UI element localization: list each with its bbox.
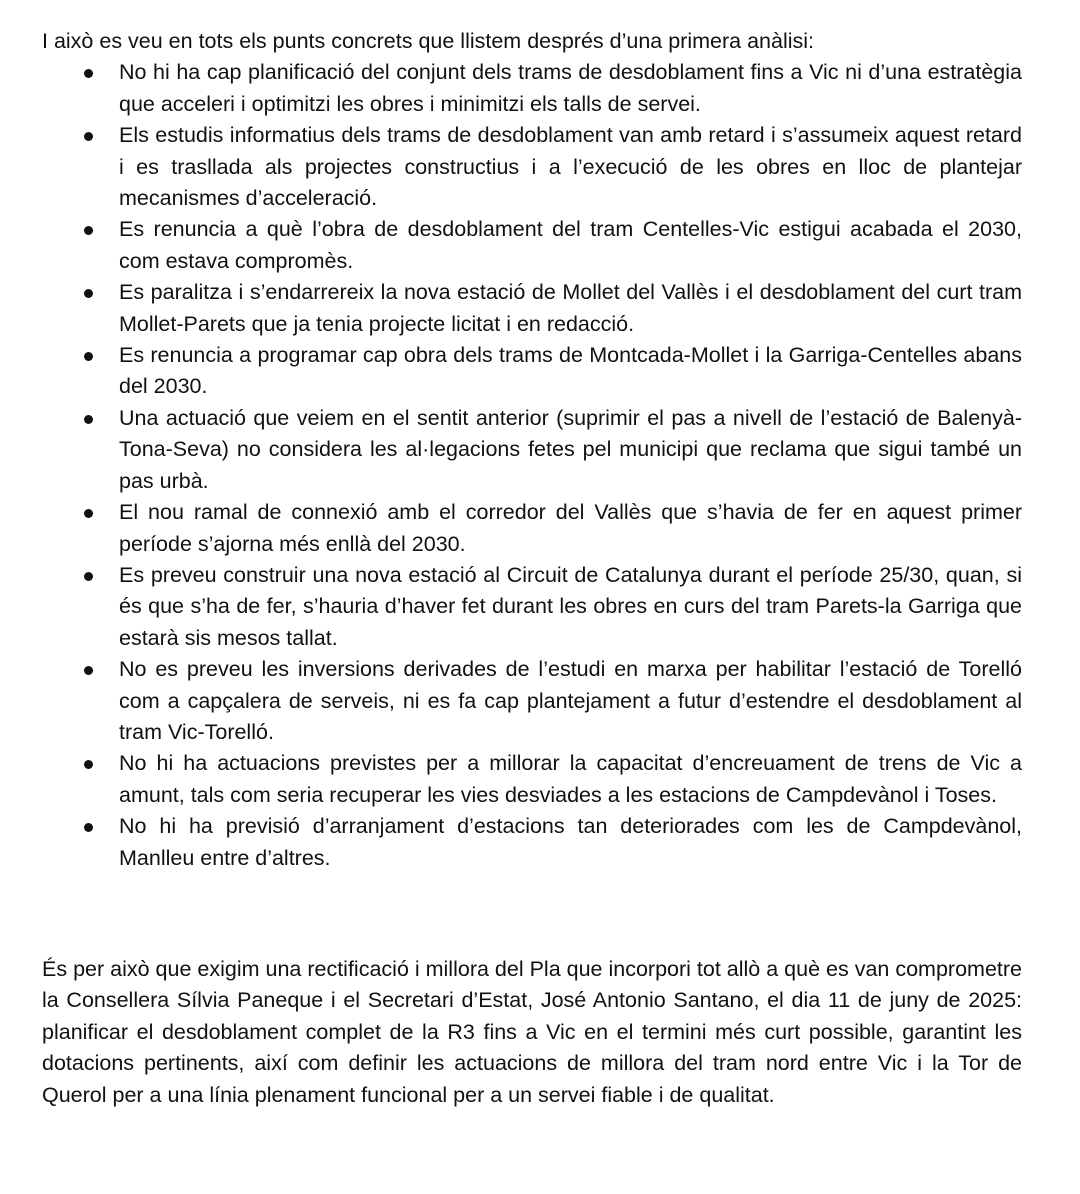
- list-item: [119, 120, 1022, 214]
- bullet-icon: [84, 289, 93, 298]
- list-item-text: El nou ramal de connexió amb el corredor del Vallès que s’havia de fer en aquest primer període s’ajorna més enllà del 2030.: [119, 500, 1022, 556]
- list-item-text: Els estudis informatius dels trams de desdoblament van amb retard i s’assumeix aquest retard i es trasllada als projectes constructius i a l’execució de les obres en lloc de plantejar mecanismes d’acceleració.: [119, 123, 1022, 211]
- issues-list: [42, 57, 1022, 874]
- bullet-icon: [84, 509, 93, 518]
- list-item: [119, 57, 1022, 120]
- bullet-icon: [84, 666, 93, 675]
- bullet-icon: [84, 352, 93, 361]
- list-item: [119, 654, 1022, 748]
- list-item: [119, 214, 1022, 277]
- list-item-text: Es paralitza i s’endarrereix la nova estació de Mollet del Vallès i el desdoblament del curt tram Mollet-Parets que ja tenia projecte licitat i en redacció.: [119, 280, 1022, 336]
- bullet-icon: [84, 226, 93, 235]
- list-item: [119, 403, 1022, 497]
- closing-paragraph: És per això que exigim una rectificació i millora del Pla que incorpori tot allò a què es van comprometre la Consellera Sílvia Paneque i el Secretari d’Estat, José Antonio Santano, el dia 11 de juny de 2025: planificar el desdoblament complet de la R3 fins a Vic en el termini més curt possible, garantint les dotacions pertinents, així com definir les actuacions de millora del tram nord entre Vic i la Tor de Querol per a una línia plenament funcional per a un servei fiable i de qualitat.: [42, 956, 1022, 1107]
- list-item-text: Es preveu construir una nova estació al Circuit de Catalunya durant el període 25/30, quan, si és que s’ha de fer, s’hauria d’haver fet durant les obres en curs del tram Parets-la Garriga que estarà sis mesos tallat.: [119, 562, 1022, 650]
- list-item-text: No es preveu les inversions derivades de l’estudi en marxa per habilitar l’estació de Torelló com a capçalera de serveis, ni es fa cap plantejament a futur d’estendre el desdoblament al tram Vic-Torelló.: [119, 657, 1022, 744]
- bullet-icon: [84, 69, 93, 78]
- bullet-icon: [84, 132, 93, 141]
- list-item-text: No hi ha actuacions previstes per a millorar la capacitat d’encreuament de trens de Vic a amunt, tals com seria recuperar les vies desviades a les estacions de Campdevànol i Toses.: [119, 751, 1022, 807]
- list-item: [119, 811, 1022, 874]
- bullet-icon: [84, 572, 93, 581]
- list-item-text: No hi ha previsió d’arranjament d’estacions tan deteriorades com les de Campdevànol, Manlleu entre d’altres.: [119, 814, 1022, 870]
- list-item-text: No hi ha cap planificació del conjunt dels trams de desdoblament fins a Vic ni d’una estratègia que acceleri i optimitzi les obres i minimitzi els talls de servei.: [119, 60, 1022, 116]
- list-item-text: Es renuncia a què l’obra de desdoblament del tram Centelles-Vic estigui acabada el 2030, com estava compromès.: [119, 217, 1022, 273]
- list-item-text: Es renuncia a programar cap obra dels trams de Montcada-Mollet i la Garriga-Centelles abans del 2030.: [119, 343, 1022, 399]
- bullet-icon: [84, 823, 93, 832]
- list-item: [119, 277, 1022, 340]
- list-item: [119, 748, 1022, 811]
- list-item: [119, 497, 1022, 560]
- bullet-icon: [84, 415, 93, 424]
- bullet-icon: [84, 760, 93, 769]
- list-item: [119, 560, 1022, 654]
- list-item-text: Una actuació que veiem en el sentit anterior (suprimir el pas a nivell de l’estació de Balenyà-Tona-Seva) no considera les al·legacions fetes pel municipi que reclama que sigui també un pas urbà.: [119, 405, 1022, 493]
- list-item: [119, 340, 1022, 403]
- intro-paragraph: I això es veu en tots els punts concrets que llistem després d’una primera anàlisi:: [42, 29, 815, 53]
